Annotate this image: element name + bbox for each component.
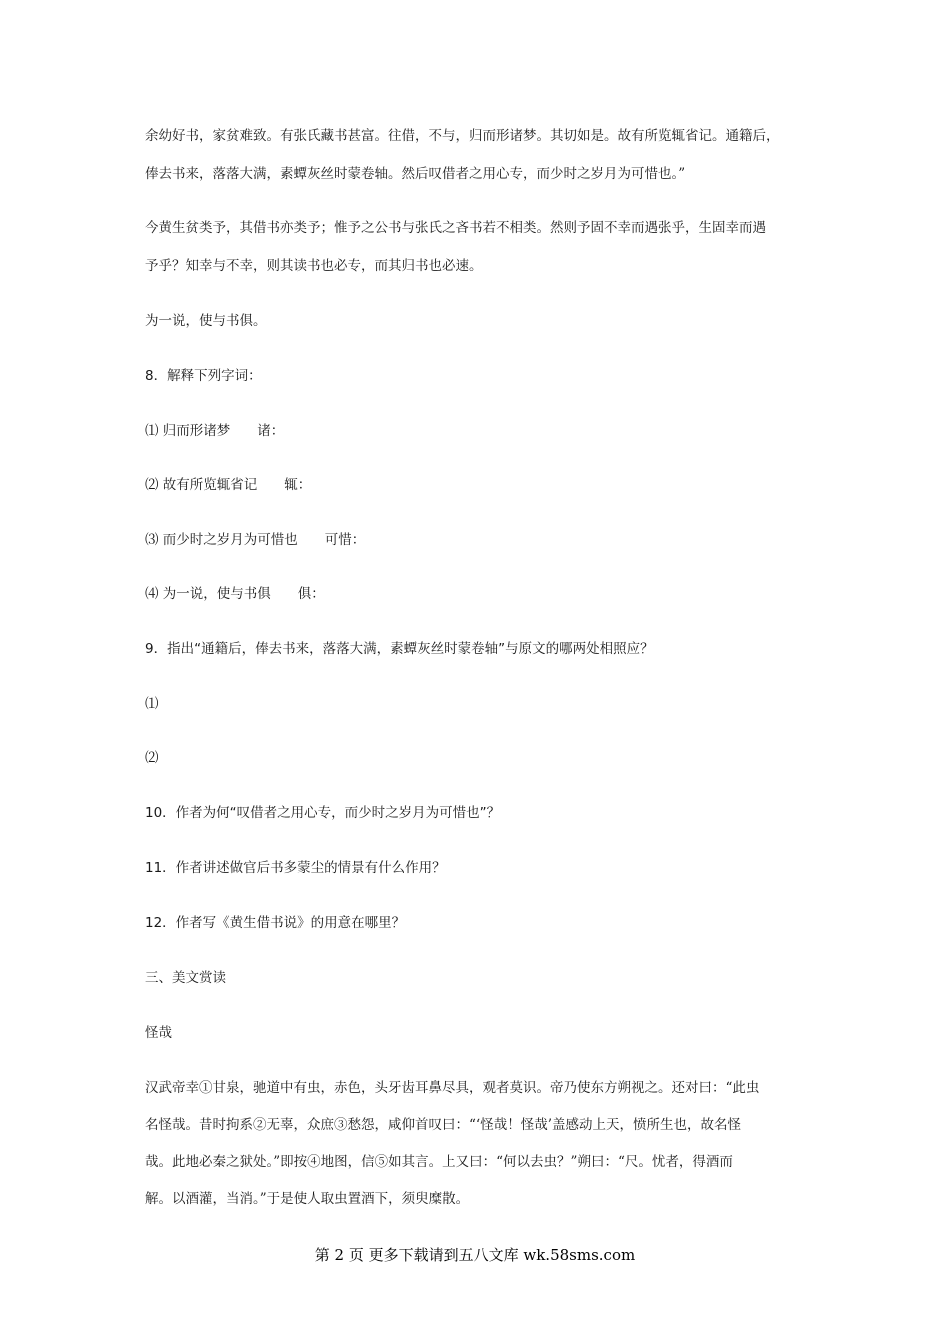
article-line: 哉。此地必秦之狱处。”即按④地图，信⑤如其言。上又曰：“何以去虫？”朔曰：“尺。忧者，得酒而 bbox=[145, 1154, 733, 1170]
passage-line: 今黄生贫类予，其借书亦类予；惟予之公书与张氏之吝书若不相类。然则予固不幸而遇张乎，生固幸而遇 bbox=[145, 220, 766, 236]
question-9-answer-2: ⑵ bbox=[145, 750, 159, 766]
question-12: 12．作者写《黄生借书说》的用意在哪里？ bbox=[145, 915, 406, 931]
section-heading: 三、美文赏读 bbox=[145, 970, 226, 986]
question-10: 10．作者为何“叹借者之用心专，而少时之岁月为可惜也”？ bbox=[145, 805, 501, 821]
question-9-answer-1: ⑴ bbox=[145, 696, 159, 712]
passage-line: 予乎？知幸与不幸，则其读书也必专，而其归书也必速。 bbox=[145, 258, 483, 274]
article-line: 解。以酒灌，当消。”于是使人取虫置酒下，须臾糜散。 bbox=[145, 1191, 470, 1207]
article-line: 名怪哉。昔时拘系②无辜，众庶③愁怨，咸仰首叹曰：“‘怪哉！怪哉’盖感动上天，愤所生也，故名怪 bbox=[145, 1117, 741, 1133]
article-line: 汉武帝幸①甘泉，驰道中有虫，赤色，头牙齿耳鼻尽具，观者莫识。帝乃使东方朔视之。还对曰：“此虫 bbox=[145, 1080, 760, 1096]
passage-line: 余幼好书，家贫难致。有张氏藏书甚富。往借，不与，归而形诸梦。其切如是。故有所览辄省记。通籍后， bbox=[145, 128, 780, 144]
question-9: 9．指出“通籍后，俸去书来，落落大满，素蟫灰丝时蒙卷轴”与原文的哪两处相照应？ bbox=[145, 641, 654, 657]
question-8-item-4: ⑷ 为一说，使与书俱 俱： bbox=[145, 586, 325, 602]
question-8-item-3: ⑶ 而少时之岁月为可惜也 可惜： bbox=[145, 532, 366, 548]
passage-line: 为一说，使与书俱。 bbox=[145, 313, 267, 329]
question-8-item-2: ⑵ 故有所览辄省记 辄： bbox=[145, 477, 312, 493]
question-8: 8．解释下列字词： bbox=[145, 368, 262, 384]
page-footer: 第 2 页 更多下载请到五八文库 wk.58sms.com bbox=[314, 1246, 636, 1264]
question-8-item-1: ⑴ 归而形诸梦 诸： bbox=[145, 423, 285, 439]
question-11: 11．作者讲述做官后书多蒙尘的情景有什么作用？ bbox=[145, 860, 446, 876]
passage-line: 俸去书来，落落大满，素蟫灰丝时蒙卷轴。然后叹借者之用心专，而少时之岁月为可惜也。” bbox=[145, 166, 686, 182]
article-title: 怪哉 bbox=[145, 1025, 172, 1041]
